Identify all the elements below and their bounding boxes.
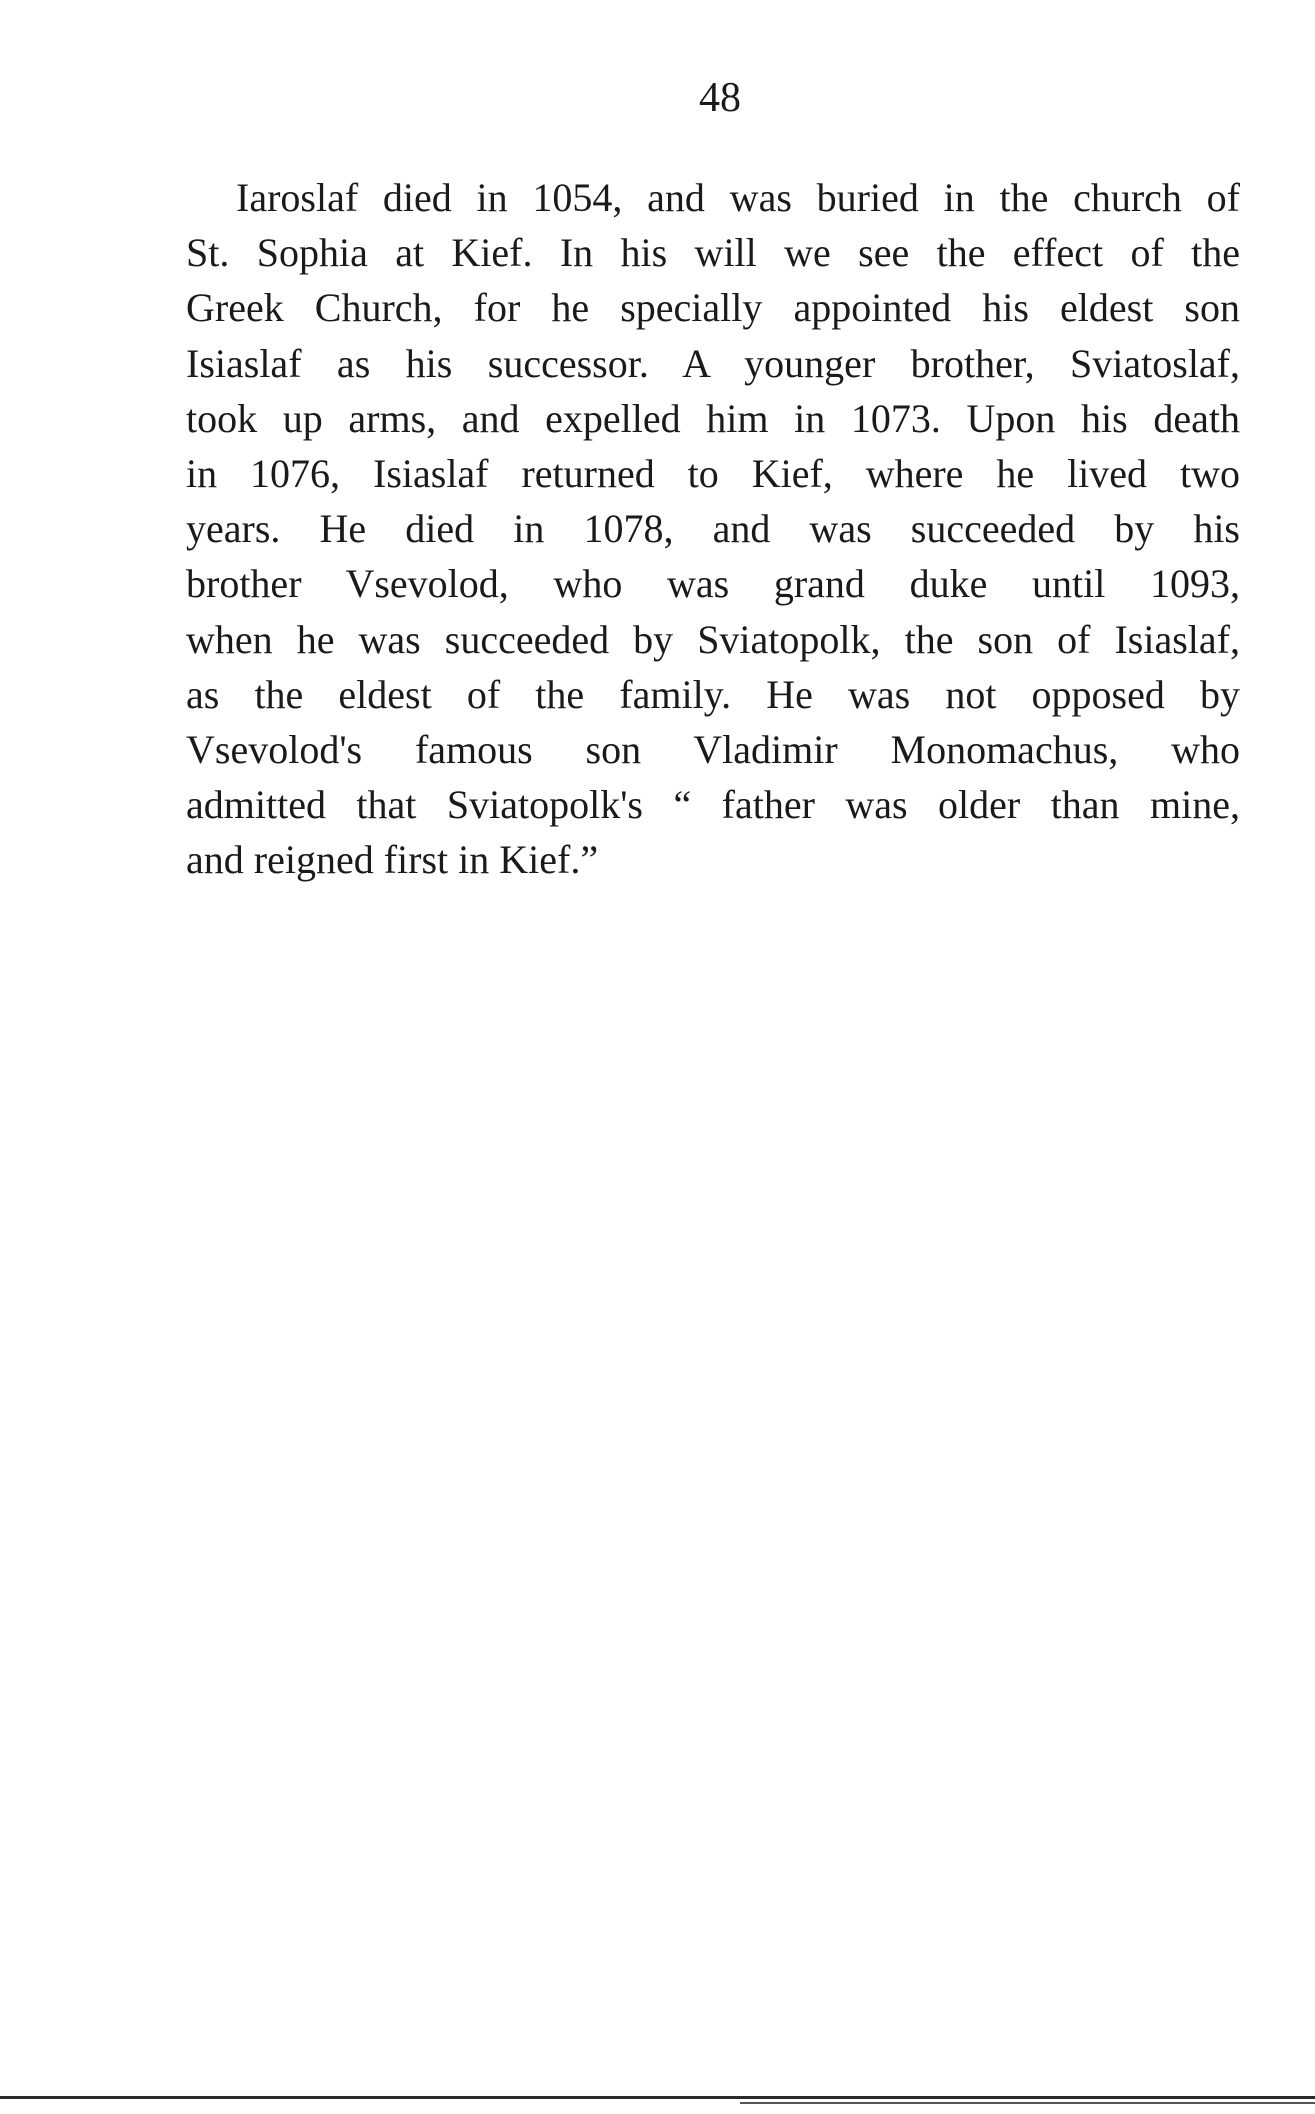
text-line: brother Vsevolod, who was grand duke until 1093,: [186, 561, 1240, 607]
text-line: as the eldest of the family. He was not opposed by: [186, 671, 1240, 717]
text-line: years. He died in 1078, and was succeeded by his: [186, 506, 1240, 552]
text-line: took up arms, and expelled him in 1073. Upon his death: [186, 395, 1240, 441]
text-line: Vsevolod's famous son Vladimir Monomachus, who: [186, 726, 1240, 772]
page-bottom-edge-secondary: [740, 2102, 1315, 2104]
text-line: Isiaslaf as his successor. A younger brother, Sviatoslaf,: [186, 340, 1240, 386]
text-line: Iaroslaf died in 1054, and was buried in the church of: [236, 175, 1240, 220]
text-line: when he was succeeded by Sviatopolk, the son of Isiaslaf,: [186, 616, 1240, 662]
page-bottom-edge: [0, 2096, 1315, 2099]
text-line: admitted that Sviatopolk's “ father was older than mine,: [186, 782, 1240, 828]
body-paragraph: [186, 170, 1240, 887]
page-number: 48: [699, 75, 741, 121]
text-line: St. Sophia at Kief. In his will we see the effect of the: [186, 230, 1240, 276]
text-line: Greek Church, for he specially appointed his eldest son: [186, 285, 1240, 331]
text-line: in 1076, Isiaslaf returned to Kief, where he lived two: [186, 450, 1240, 496]
text-line: and reigned first in Kief.”: [186, 837, 599, 883]
